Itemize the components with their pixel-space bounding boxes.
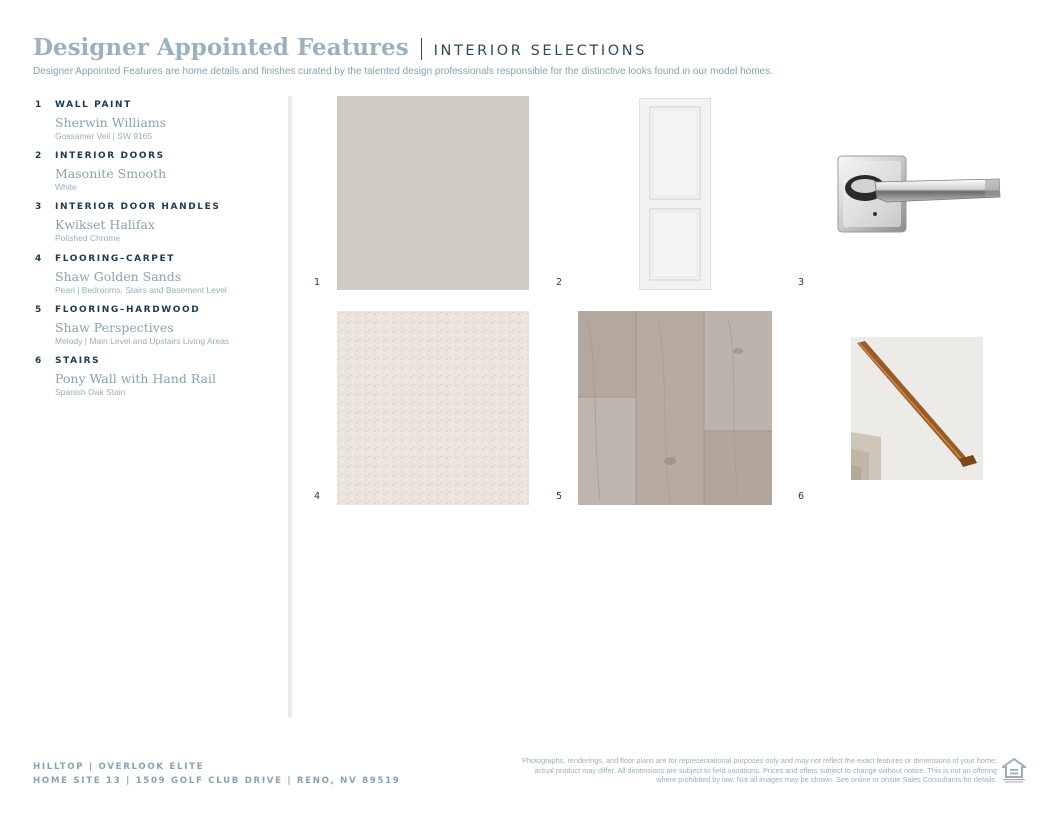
- selection-product: Masonite Smooth: [55, 166, 167, 182]
- selection-product: Kwikset Halifax: [55, 217, 155, 233]
- selection-category: FLOORING–HARDWOOD: [55, 304, 201, 315]
- tile-number: 3: [798, 277, 805, 288]
- vertical-divider: [288, 96, 292, 718]
- selection-product: Shaw Golden Sands: [55, 268, 182, 284]
- selection-product: Pony Wall with Hand Rail: [55, 370, 216, 386]
- door-image: [639, 98, 711, 290]
- selection-detail: Melody | Main Level and Upstairs Living Areas: [55, 335, 230, 346]
- selection-product: Shaw Perspectives: [55, 319, 174, 335]
- selection-item: [35, 355, 285, 406]
- selection-category: STAIRS: [55, 355, 101, 366]
- footer-line2: HOME SITE 13 | 1509 GOLF CLUB DRIVE | RENO, NV 89519: [33, 776, 401, 786]
- selection-detail: Polished Chrome: [55, 233, 121, 244]
- carpet-swatch-image: [337, 311, 529, 505]
- tile-number: 4: [314, 491, 321, 502]
- tile-number: 2: [556, 277, 563, 288]
- selection-category: INTERIOR DOORS: [55, 151, 165, 162]
- page-subtitle: INTERIOR SELECTIONS: [433, 43, 647, 59]
- page-title: Designer Appointed Features: [33, 34, 409, 61]
- selection-number: 3: [35, 202, 42, 213]
- selection-number: 1: [35, 100, 42, 110]
- intro-text: Designer Appointed Features are home details and finishes curated by the talented design professionals responsible for the distinctive looks found in our model homes.: [33, 66, 773, 77]
- hardwood-swatch-image: [578, 311, 772, 505]
- tile-number: 1: [314, 277, 321, 288]
- selection-detail: White: [55, 182, 77, 193]
- paint-swatch-image: [337, 96, 529, 290]
- selection-list: [35, 99, 285, 406]
- selection-item: [35, 150, 285, 201]
- selection-product: Sherwin Williams: [55, 115, 167, 130]
- selection-number: 2: [35, 151, 42, 162]
- selection-detail: Pearl | Bedrooms, Stairs and Basement Level: [55, 284, 227, 295]
- selection-number: 4: [35, 253, 42, 264]
- selection-item: [35, 304, 285, 355]
- footer-disclaimer: Photographs, renderings, and floor plans are for representational purposes only and may not reflect the exact features or dimensions of your home; actual product may differ. All dimensions are subject to field variations. Prices and offers subject to change without notice. This is not an offering where prohibited by law. Not all images may be shown. See online or onsite Sales Consultants for details.: [522, 756, 997, 785]
- title-divider: [421, 38, 422, 60]
- selection-detail: Spanish Oak Stain: [55, 386, 126, 397]
- selection-category: INTERIOR DOOR HANDLES: [55, 202, 221, 213]
- page-header: [33, 34, 647, 64]
- equal-housing-icon: [1002, 758, 1026, 784]
- tile-number: 6: [798, 491, 805, 502]
- selection-detail: Gossamer Veil | SW 9165: [55, 131, 153, 141]
- selection-category: FLOORING–CARPET: [55, 253, 175, 264]
- door-handle-image: [835, 152, 1003, 236]
- selection-item: [35, 253, 285, 304]
- selection-category: WALL PAINT: [55, 100, 132, 110]
- selection-number: 5: [35, 304, 42, 315]
- selection-item: [35, 99, 285, 150]
- tile-number: 5: [556, 491, 563, 502]
- footer-line1: HILLTOP | OVERLOOK ELITE: [33, 762, 205, 772]
- selection-item: [35, 201, 285, 252]
- handrail-image: [851, 337, 983, 480]
- footer-community: [33, 760, 401, 788]
- selection-number: 6: [35, 355, 42, 366]
